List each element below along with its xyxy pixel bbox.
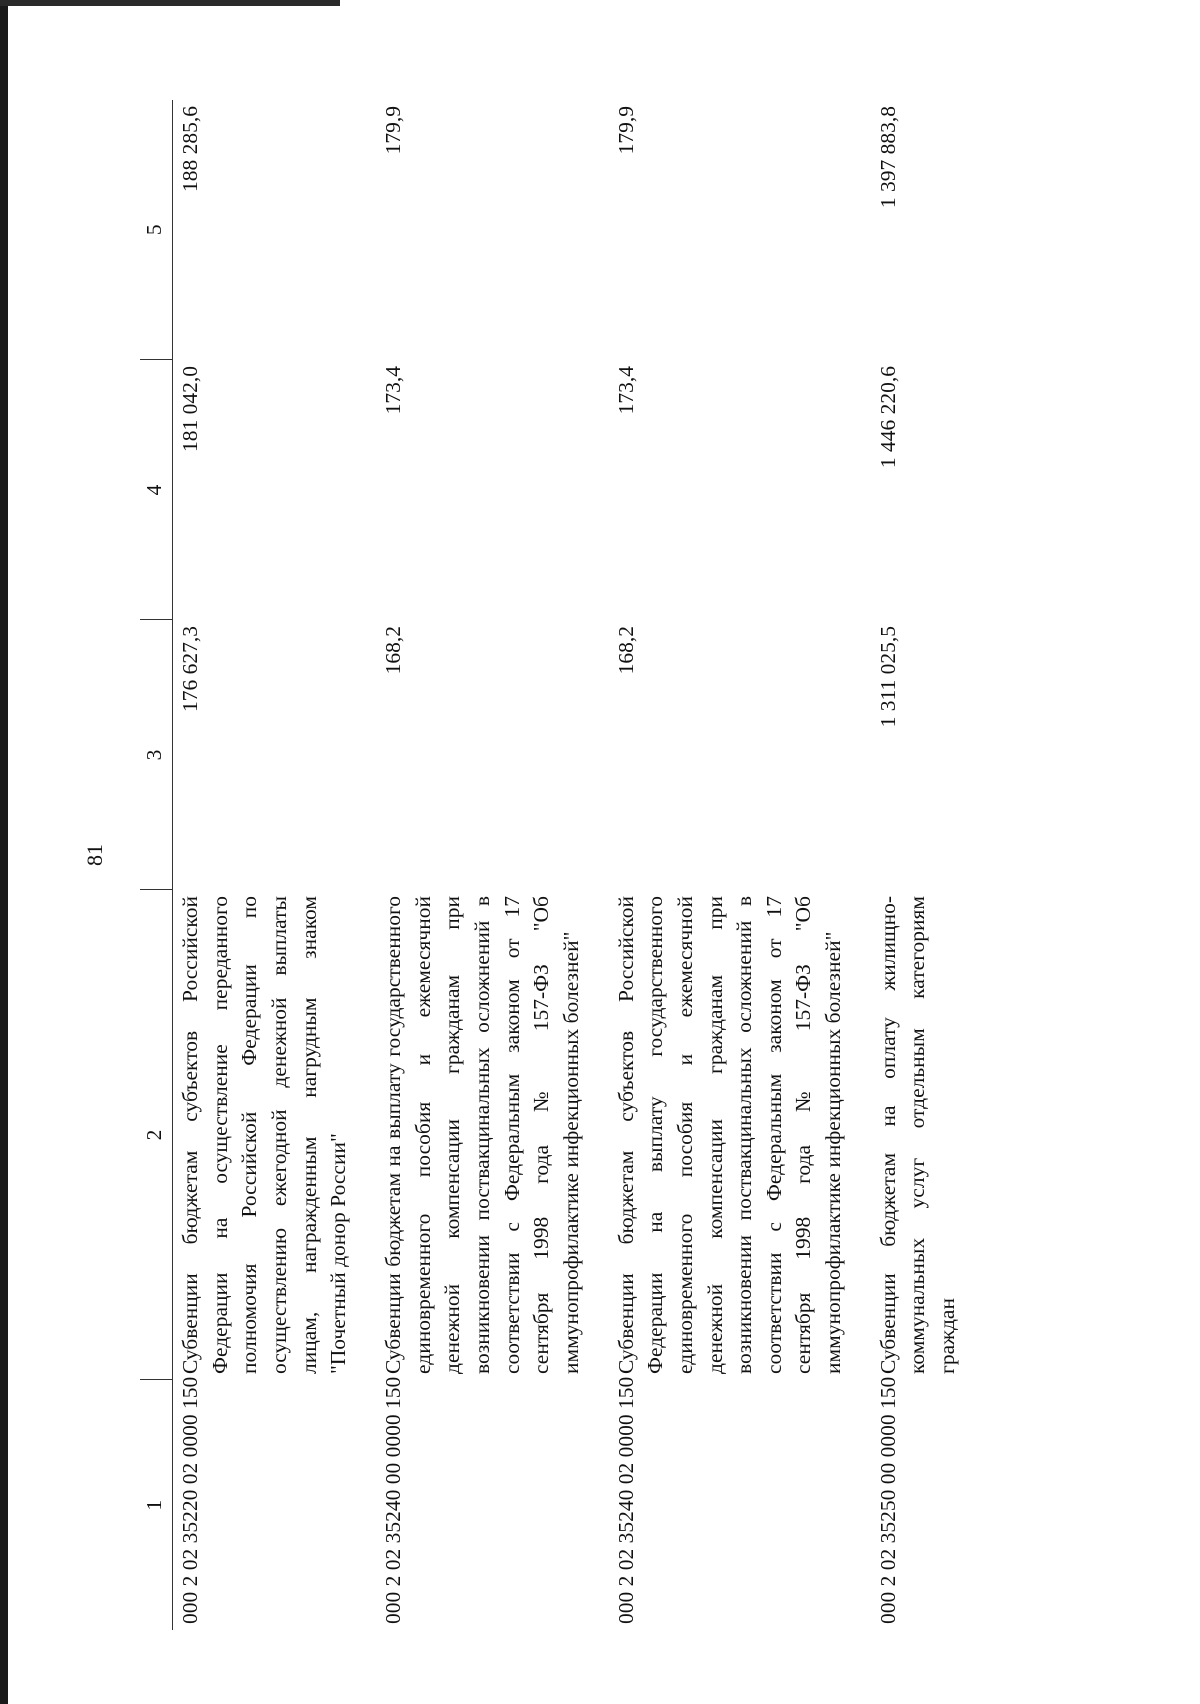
row-value-col5: 188 285,6 [178, 106, 202, 192]
row-value-col5: 179,9 [613, 106, 638, 155]
row-value-col5: 179,9 [380, 106, 405, 155]
rotated-table-container [140, 100, 1070, 1630]
table-header-row [140, 100, 173, 1630]
row-code: 000 2 02 35240 02 0000 150 [613, 1376, 638, 1624]
row-value-col5: 1 397 883,8 [875, 106, 900, 209]
row-value-col4: 1 446 220,6 [875, 366, 900, 469]
row-description: Субвенции бюджетам на выплату государственного единовременного пособия и ежемесячной денежной компенсации гражданам при возникновении поствакцинальных осложнений в соответствии с Федеральным законом от 17 сентября 1998 года № 157-ФЗ "Об иммунопрофилактике инфекционных болезней" [380, 896, 583, 1374]
row-code: 000 2 02 35250 00 0000 150 [875, 1376, 900, 1624]
table-row [376, 100, 609, 1630]
page-number: 81 [82, 844, 107, 866]
row-value-col3: 168,2 [613, 626, 638, 675]
header-col-5: 5 [140, 100, 173, 360]
row-code: 000 2 02 35240 00 0000 150 [380, 1376, 405, 1624]
row-description: Субвенции бюджетам на оплату жилищно-коммунальных услуг отдельным категориям граждан [875, 896, 960, 1374]
row-value-col3: 168,2 [380, 626, 405, 675]
table-row [609, 100, 871, 1630]
row-value-col4: 173,4 [613, 366, 638, 415]
scan-edge-top [0, 0, 340, 6]
table-row [871, 100, 985, 1630]
scan-edge-left [0, 0, 8, 1704]
row-code: 000 2 02 35220 02 0000 150 [178, 1376, 202, 1624]
row-value-col3: 1 311 025,5 [875, 626, 900, 728]
header-col-3: 3 [140, 620, 173, 890]
row-value-col4: 181 042,0 [178, 366, 202, 452]
header-col-4: 4 [140, 360, 173, 620]
row-value-col3: 176 627,3 [178, 626, 202, 712]
table-row [173, 100, 376, 1630]
row-value-col4: 173,4 [380, 366, 405, 415]
header-col-1: 1 [140, 1380, 173, 1630]
row-description: Субвенции бюджетам субъектов Российской Федерации на выплату государственного единовременного пособия и ежемесячной денежной компенсации гражданам при возникновении поствакцинальных осложнений в соответствии с Федеральным законом от 17 сентября 1998 года № 157-ФЗ "Об иммунопрофилактике инфекционных болезней" [613, 896, 846, 1374]
row-description: Субвенции бюджетам субъектов Российской Федерации на осуществление переданного полномочия Российской Федерации по осуществлению ежегодной денежной выплаты лицам, награжденным нагрудным знаком "Почетный донор России" [178, 896, 351, 1374]
header-col-2: 2 [140, 890, 173, 1380]
budget-table [140, 100, 985, 1630]
